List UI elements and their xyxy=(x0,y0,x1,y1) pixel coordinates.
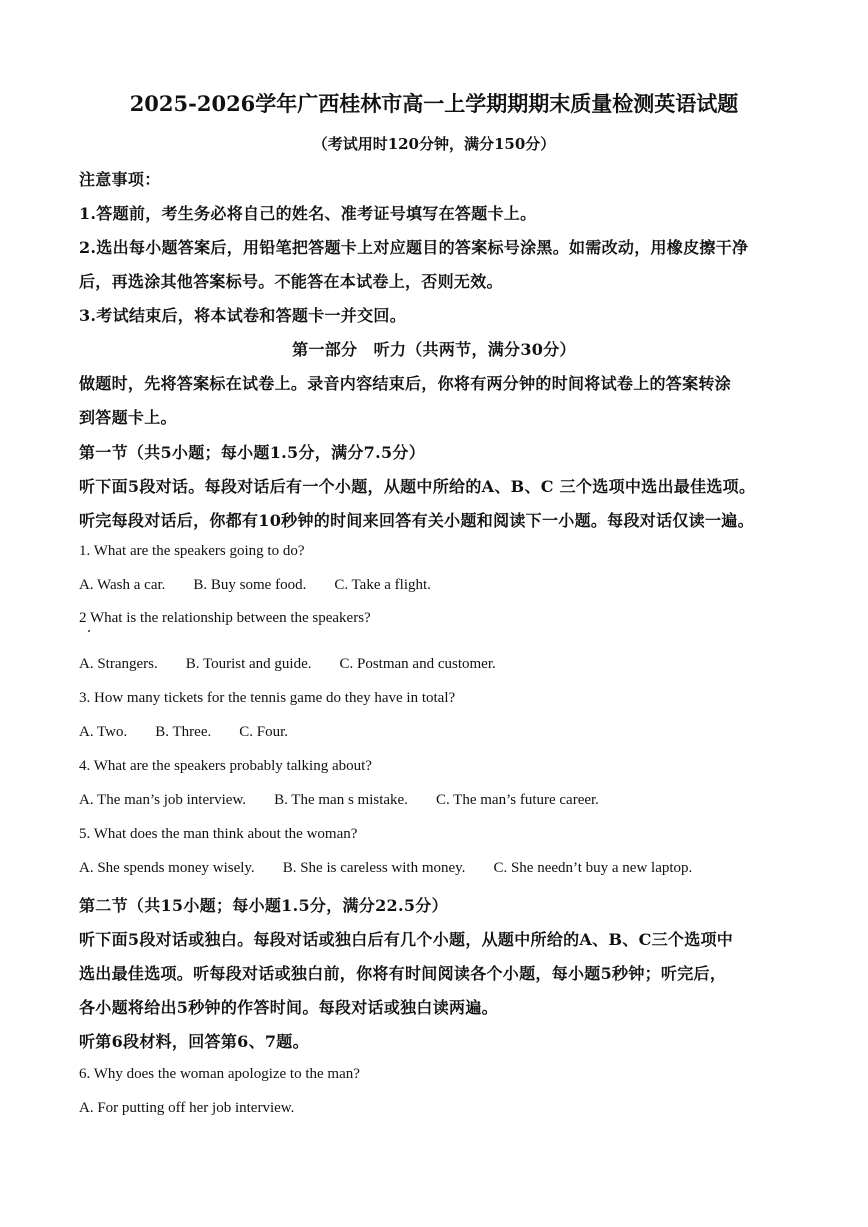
note-line: 3.考试结束后，将本试卷和答题卡一并交回。 xyxy=(79,306,407,325)
option-b: B. The man s mistake. xyxy=(274,792,408,808)
question-2-options xyxy=(79,656,524,673)
part1-heading: 第一部分 听力（共两节，满分30分） xyxy=(292,340,576,359)
question-6-option-a: A. For putting off her job interview. xyxy=(79,1100,295,1116)
option-b: B. She is careless with money. xyxy=(282,860,466,876)
stray-mark xyxy=(88,630,90,632)
option-b: B. Buy some food. xyxy=(193,577,307,593)
section2-intro-line: 选出最佳选项。听每段对话或独白前，你将有时间阅读各个小题，每小题5秒钟；听完后， xyxy=(79,964,727,983)
option-a: A. She spends money wisely. xyxy=(79,860,255,876)
section2-intro-line: 各小题将给出5秒钟的作答时间。每段对话或独白读两遍。 xyxy=(79,998,498,1017)
section1-heading: 第一节（共5小题；每小题1.5分，满分7.5分） xyxy=(79,443,426,462)
part1-intro-line: 做题时，先将答案标在试卷上。录音内容结束后，你将有两分钟的时间将试卷上的答案转涂 xyxy=(79,374,732,393)
page-title: 2025-2026学年广西桂林市高一上学期期期末质量检测英语试题 xyxy=(129,91,739,116)
question-3: 3. How many tickets for the tennis game do they have in total? xyxy=(79,690,456,706)
note-line: 后，再选涂其他答案标号。不能答在本试卷上，否则无效。 xyxy=(79,272,503,291)
option-a: A. Two. xyxy=(79,724,128,740)
section1-intro-line: 听下面5段对话。每段对话后有一个小题，从题中所给的A、B、C 三个选项中选出最佳选项。 xyxy=(79,477,756,496)
option-b: B. Tourist and guide. xyxy=(185,656,312,672)
option-c: C. Take a flight. xyxy=(334,577,431,593)
part1-intro-line: 到答题卡上。 xyxy=(79,408,177,427)
page-subtitle: （考试用时120分钟，满分150分） xyxy=(312,135,556,153)
question-1-options xyxy=(79,577,459,594)
option-a: A. Strangers. xyxy=(79,656,158,672)
question-5-options xyxy=(79,860,720,877)
option-c: C. The man’s future career. xyxy=(435,792,599,808)
question-6: 6. Why does the woman apologize to the man? xyxy=(79,1066,360,1082)
note-line: 2.选出每小题答案后，用铅笔把答题卡上对应题目的答案标号涂黑。如需改动，用橡皮擦干净 xyxy=(79,238,749,257)
section2-intro-line: 听下面5段对话或独白。每段对话或独白后有几个小题，从题中所给的A、B、C三个选项中 xyxy=(79,930,734,949)
material-6-heading: 听第6段材料，回答第6、7题。 xyxy=(79,1032,309,1051)
option-c: C. Four. xyxy=(239,724,288,740)
option-c: C. She needn’t buy a new laptop. xyxy=(493,860,693,876)
question-1: 1. What are the speakers going to do? xyxy=(79,543,305,559)
section2-heading: 第二节（共15小题；每小题1.5分，满分22.5分） xyxy=(79,896,448,915)
question-5: 5. What does the man think about the woman? xyxy=(79,826,358,842)
section1-intro-line: 听完每段对话后，你都有10秒钟的时间来回答有关小题和阅读下一小题。每段对话仅读一遍。 xyxy=(79,511,754,530)
option-a: A. The man’s job interview. xyxy=(79,792,247,808)
note-line: 1.答题前，考生务必将自己的姓名、准考证号填写在答题卡上。 xyxy=(79,204,537,223)
option-a: A. Wash a car. xyxy=(79,577,166,593)
question-4-options xyxy=(79,792,627,809)
question-2: 2 What is the relationship between the speakers? xyxy=(79,610,371,626)
notes-heading: 注意事项： xyxy=(79,170,161,189)
option-b: B. Three. xyxy=(155,724,212,740)
option-c: C. Postman and customer. xyxy=(339,656,496,672)
question-4: 4. What are the speakers probably talking about? xyxy=(79,758,372,774)
question-3-options xyxy=(79,724,316,741)
